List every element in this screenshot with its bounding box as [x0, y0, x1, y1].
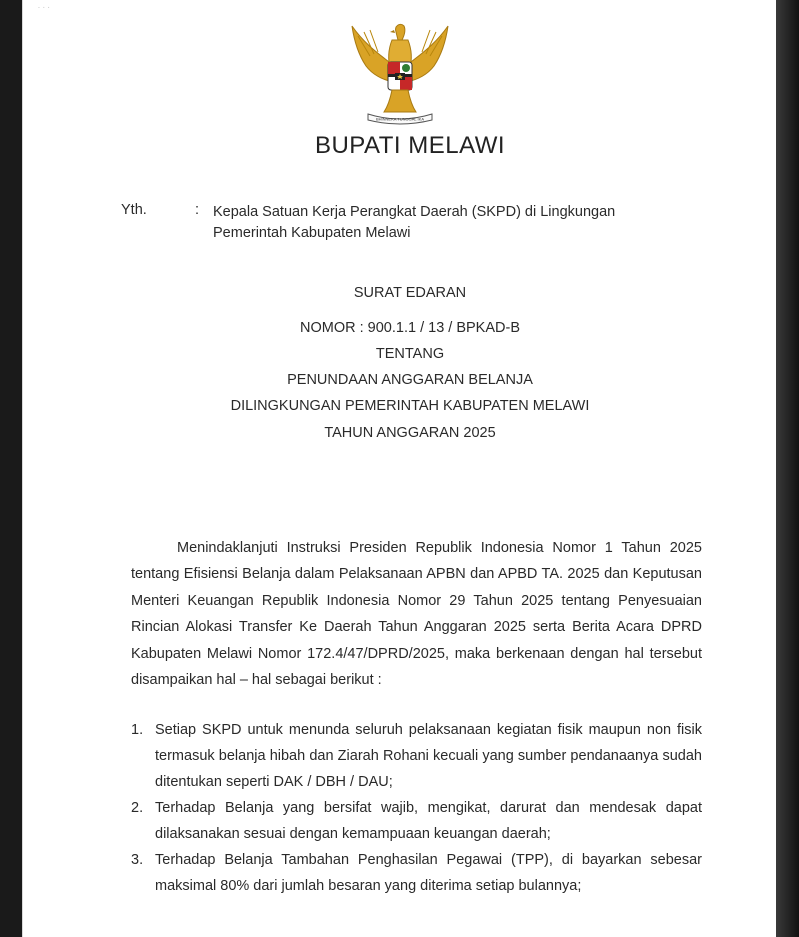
list-item-number: 1. [131, 722, 144, 738]
scan-mark: ˙ ˙ ˙ [38, 6, 51, 15]
body-paragraph-text: Menindaklanjuti Instruksi Presiden Republik Indonesia Nomor 1 Tahun 2025 tentang Efisiensi Belanja dalam Pelaksanaan APBN dan APBD TA. 2025 dan Keputusan Menteri Keuangan Republik Indonesia Nomor 29 Tahun 2025 tentang Penyesuaian Rincian Alokasi Transfer Ke Daerah Tahun Anggaran 2025 serta Berita Acara DPRD Kabupaten Melawi Nomor 172.4/47/DPRD/2025, maka berkenaan dengan hal tersebut disampaikan hal – hal sebagai berikut : [131, 540, 702, 689]
list-item [131, 847, 702, 899]
heading-about: TENTANG [375, 346, 445, 362]
list-item-number: 2. [131, 800, 144, 816]
heading-subject-2: DILINGKUNGAN PEMERINTAH KABUPATEN MELAWI [230, 398, 590, 414]
addressee-line-2: Pemerintah Kabupaten Melawi [213, 225, 411, 241]
list-item-number: 3. [131, 852, 144, 868]
addressee-line-1: Kepala Satuan Kerja Perangkat Daerah (SKPD) di Lingkungan [213, 204, 616, 220]
page-title: BUPATI MELAWI [314, 132, 506, 159]
list-item [131, 717, 702, 795]
body-paragraph [131, 535, 702, 693]
addressee-text [213, 202, 663, 244]
svg-text:BHINNEKA TUNGGAL IKA: BHINNEKA TUNGGAL IKA [375, 116, 425, 122]
list-item-text: Terhadap Belanja yang bersifat wajib, mengikat, darurat dan mendesak dapat dilaksanakan sesuai dengan kemampuaan keuangan daerah; [155, 800, 702, 842]
list-item-text: Setiap SKPD untuk menunda seluruh pelaksanaan kegiatan fisik maupun non fisik termasuk belanja hibah dan Ziarah Rohani kecuali yang sumber pendanaanya sudah ditentukan seperti DAK / DBH / DAU; [155, 722, 702, 790]
instruction-list [131, 717, 702, 899]
addressee-label: Yth. [121, 202, 147, 218]
list-item-text: Terhadap Belanja Tambahan Penghasilan Pegawai (TPP), di bayarkan sebesar maksimal 80% dari jumlah besaran yang diterima setiap bulannya; [155, 852, 702, 894]
addressee-colon: : [195, 202, 200, 218]
heading-subject-1: PENUNDAAN ANGGARAN BELANJA [287, 372, 533, 388]
list-item [131, 795, 702, 847]
garuda-emblem-icon [344, 16, 456, 126]
heading-type: SURAT EDARAN [353, 285, 467, 301]
heading-number: NOMOR : 900.1.1 / 13 / BPKAD-B [300, 320, 520, 336]
heading-subject-3: TAHUN ANGGARAN 2025 [324, 425, 496, 441]
